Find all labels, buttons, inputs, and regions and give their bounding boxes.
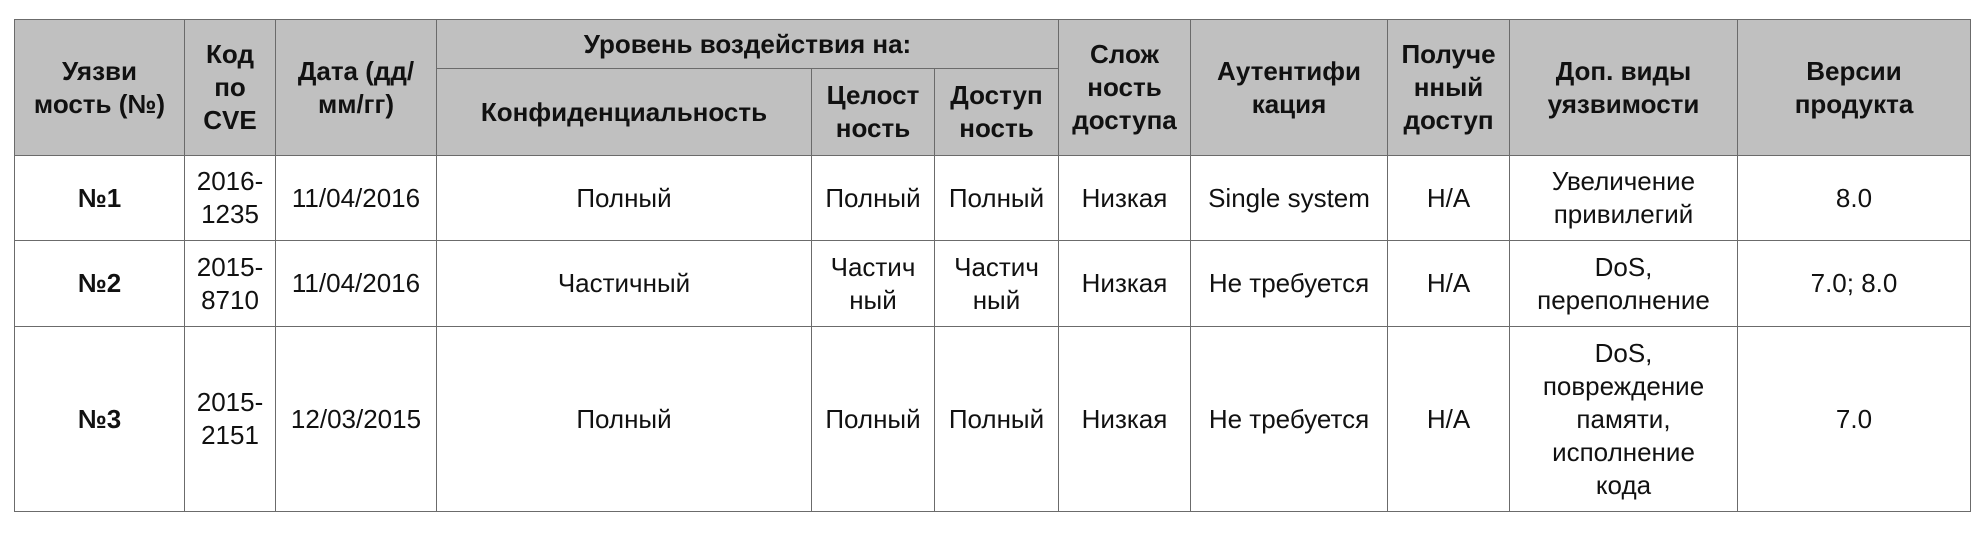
- cell-authentication: Single system: [1191, 156, 1388, 241]
- cell-confidentiality: Полный: [437, 156, 812, 241]
- cell-vulnerability: №2: [15, 241, 185, 327]
- vulnerability-table: [14, 19, 1971, 512]
- cell-vuln-types: DoS, повреждение памяти, исполнение кода: [1510, 327, 1738, 512]
- header-date: Дата (дд/ мм/гг): [276, 20, 437, 156]
- cell-confidentiality: Частичный: [437, 241, 812, 327]
- header-integrity: Целост ность: [812, 69, 935, 156]
- cell-gained-access: Н/А: [1388, 156, 1510, 241]
- header-availability: Доступ ность: [935, 69, 1059, 156]
- cell-vulnerability: №1: [15, 156, 185, 241]
- cell-cve-code: 2016- 1235: [185, 156, 276, 241]
- header-confidentiality: Конфиденциальность: [437, 69, 812, 156]
- cell-confidentiality: Полный: [437, 327, 812, 512]
- cell-authentication: Не требуется: [1191, 241, 1388, 327]
- table-row: [15, 241, 1971, 327]
- header-vuln-types: Доп. виды уязвимости: [1510, 20, 1738, 156]
- cell-integrity: Полный: [812, 327, 935, 512]
- cell-product-versions: 7.0: [1738, 327, 1971, 512]
- cell-vuln-types: Увеличение привилегий: [1510, 156, 1738, 241]
- cell-cve-code: 2015- 8710: [185, 241, 276, 327]
- header-row-top: [15, 20, 1971, 69]
- header-product-versions: Версии продукта: [1738, 20, 1971, 156]
- cell-date: 12/03/2015: [276, 327, 437, 512]
- header-impact-group: Уровень воздействия на:: [437, 20, 1059, 69]
- cell-vuln-types: DoS, переполнение: [1510, 241, 1738, 327]
- cell-availability: Полный: [935, 327, 1059, 512]
- cell-authentication: Не требуется: [1191, 327, 1388, 512]
- cell-cve-code: 2015- 2151: [185, 327, 276, 512]
- cell-date: 11/04/2016: [276, 241, 437, 327]
- table-row: [15, 156, 1971, 241]
- cell-integrity: Частич ный: [812, 241, 935, 327]
- cell-vulnerability: №3: [15, 327, 185, 512]
- header-authentication: Аутентифи кация: [1191, 20, 1388, 156]
- cell-access-complexity: Низкая: [1059, 156, 1191, 241]
- cell-access-complexity: Низкая: [1059, 327, 1191, 512]
- header-vulnerability: Уязви мость (№): [15, 20, 185, 156]
- cell-gained-access: Н/А: [1388, 241, 1510, 327]
- header-cve-code: Код по CVE: [185, 20, 276, 156]
- header-access-complexity: Слож ность доступа: [1059, 20, 1191, 156]
- table-row: [15, 327, 1971, 512]
- cell-availability: Частич ный: [935, 241, 1059, 327]
- header-gained-access: Получе нный доступ: [1388, 20, 1510, 156]
- cell-product-versions: 8.0: [1738, 156, 1971, 241]
- cell-gained-access: Н/А: [1388, 327, 1510, 512]
- cell-access-complexity: Низкая: [1059, 241, 1191, 327]
- cell-product-versions: 7.0; 8.0: [1738, 241, 1971, 327]
- cell-availability: Полный: [935, 156, 1059, 241]
- cell-integrity: Полный: [812, 156, 935, 241]
- cell-date: 11/04/2016: [276, 156, 437, 241]
